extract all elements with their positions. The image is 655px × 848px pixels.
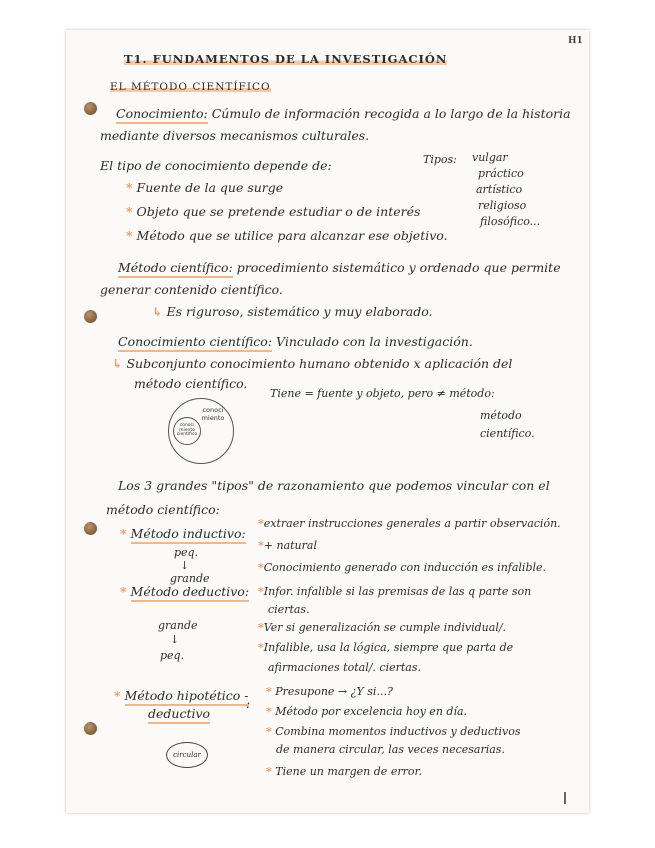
page-number: H1 [568, 36, 583, 46]
circular-label: circular [173, 750, 201, 759]
circular-oval [166, 742, 208, 768]
arrow-icon: ↳ [112, 356, 123, 371]
hipotetico-item: * Combina momentos inductivos y deductivos [266, 725, 521, 738]
metodo-cientifico-def-2: generar contenido científico. [100, 282, 283, 297]
hipotetico-term-2: deductivo [148, 706, 210, 724]
bullet-star-icon: * [120, 584, 127, 599]
bullet-star-icon: * [258, 561, 264, 574]
bullet-star-icon: * [258, 539, 264, 552]
depende-item: * Objeto que se pretende estudiar o de interés [126, 204, 421, 219]
bullet-star-icon: * [258, 585, 264, 598]
deductivo-item: *Ver si generalización se cumple individual/. [258, 621, 507, 634]
hipotetico-heading [114, 690, 249, 703]
tipos-item: religioso [478, 199, 527, 212]
punch-hole [84, 722, 97, 735]
bullet-star-icon: * [266, 705, 272, 718]
hipotetico-term-1: Método hipotético - [125, 688, 249, 706]
inductivo-item: *+ natural [258, 539, 317, 552]
bullet-star-icon: * [258, 621, 264, 634]
hipotetico-colon: : [246, 696, 251, 711]
margin-mark [564, 792, 566, 804]
bullet-star-icon: * [258, 517, 264, 530]
deductivo-arrow-icon: ↓ [170, 633, 180, 646]
compare-result-1: método [480, 409, 522, 422]
inductivo-term: Método inductivo: [131, 526, 246, 544]
depende-item: * Fuente de la que surge [126, 180, 284, 195]
conocimiento-diagram [168, 398, 234, 464]
deductivo-item-cont: ciertas. [268, 603, 310, 616]
conocimiento-cientifico-line: Conocimiento científico: Vinculado con la investigación. [118, 336, 473, 349]
conocimiento-def-1: Cúmulo de información recogida a lo largo de la historia [211, 106, 571, 121]
inductivo-item: *extraer instrucciones generales a partir observación. [258, 517, 561, 530]
notebook-page [66, 30, 589, 813]
bullet-star-icon: * [126, 228, 133, 243]
conocimiento-def-2: mediante diversos mecanismos culturales. [100, 128, 370, 143]
bullet-star-icon: * [258, 641, 264, 654]
conocimiento-line-1 [116, 108, 571, 121]
metodo-cientifico-line-1: Método científico: procedimiento sistemático y ordenado que permite [118, 262, 561, 275]
deductivo-item: *Infalible, usa la lógica, siempre que parta de [258, 641, 514, 654]
conocimiento-cientifico-circle: conoci miento científico [173, 417, 201, 445]
hipotetico-item-cont: de manera circular, las veces necesarias. [276, 743, 505, 756]
inductivo-heading [120, 528, 246, 541]
punch-hole [84, 102, 97, 115]
metodo-cientifico-note: ↳ Es riguroso, sistemático y muy elaborado. [152, 304, 433, 319]
deductivo-heading [120, 586, 249, 599]
tipos-item: filosófico... [480, 215, 541, 228]
deductivo-item: *Infor. infalible si las premisas de las q parte son [258, 585, 532, 598]
hipotetico-item: * Método por excelencia hoy en día. [266, 705, 468, 718]
bullet-star-icon: * [114, 688, 121, 703]
inductivo-item: *Conocimiento generado con inducción es infalible. [258, 561, 547, 574]
deductivo-from: grande [158, 619, 198, 632]
hipotetico-item: * Tiene un margen de error. [266, 765, 423, 778]
conocimiento-term: Conocimiento: [116, 106, 208, 124]
arrow-icon: ↳ [152, 304, 163, 319]
bullet-star-icon: * [120, 526, 127, 541]
inductivo-arrow-icon: ↓ [180, 559, 190, 572]
depende-intro: El tipo de conocimiento depende de: [100, 158, 332, 173]
inductivo-from: peq. [174, 546, 199, 559]
page-title: T1. FUNDAMENTOS DE LA INVESTIGACIÓN [124, 52, 448, 66]
deductivo-item-cont: afirmaciones total/. ciertas. [268, 661, 421, 674]
bullet-star-icon: * [266, 685, 272, 698]
conocimiento-cientifico-compare: Tiene = fuente y objeto, pero ≠ método: [270, 387, 495, 400]
bullet-star-icon: * [266, 765, 272, 778]
compare-result-2: científico. [480, 427, 535, 440]
depende-item: * Método que se utilice para alcanzar ese objetivo. [126, 228, 448, 243]
inductivo-to: grande [170, 572, 210, 585]
bullet-star-icon: * [266, 725, 272, 738]
metodo-cientifico-term: Método científico: [118, 260, 233, 278]
conocimiento-outer-label: conoci miento [201, 406, 225, 422]
deductivo-term: Método deductivo: [131, 584, 250, 602]
tipos-item: vulgar [472, 151, 508, 164]
conocimiento-cientifico-sub-2: método científico. [134, 376, 248, 391]
punch-hole [84, 522, 97, 535]
conocimiento-cientifico-term: Conocimiento científico: [118, 334, 272, 352]
conocimiento-cientifico-sub-1: ↳ Subconjunto conocimiento humano obtenido x aplicación del [112, 356, 513, 371]
razonamiento-intro-2: método científico: [106, 502, 220, 517]
tipos-item: artístico [476, 183, 523, 196]
deductivo-to: peq. [160, 649, 185, 662]
bullet-star-icon: * [126, 180, 133, 195]
tipos-label: Tipos: [423, 153, 457, 166]
tipos-item: práctico [478, 167, 524, 180]
bullet-star-icon: * [126, 204, 133, 219]
hipotetico-term-2-wrap [148, 708, 210, 721]
hipotetico-item: * Presupone → ¿Y si...? [266, 685, 393, 698]
razonamiento-intro-1: Los 3 grandes "tipos" de razonamiento que podemos vincular con el [118, 478, 550, 493]
punch-hole [84, 310, 97, 323]
section-heading: EL MÉTODO CIENTÍFICO [110, 81, 271, 93]
